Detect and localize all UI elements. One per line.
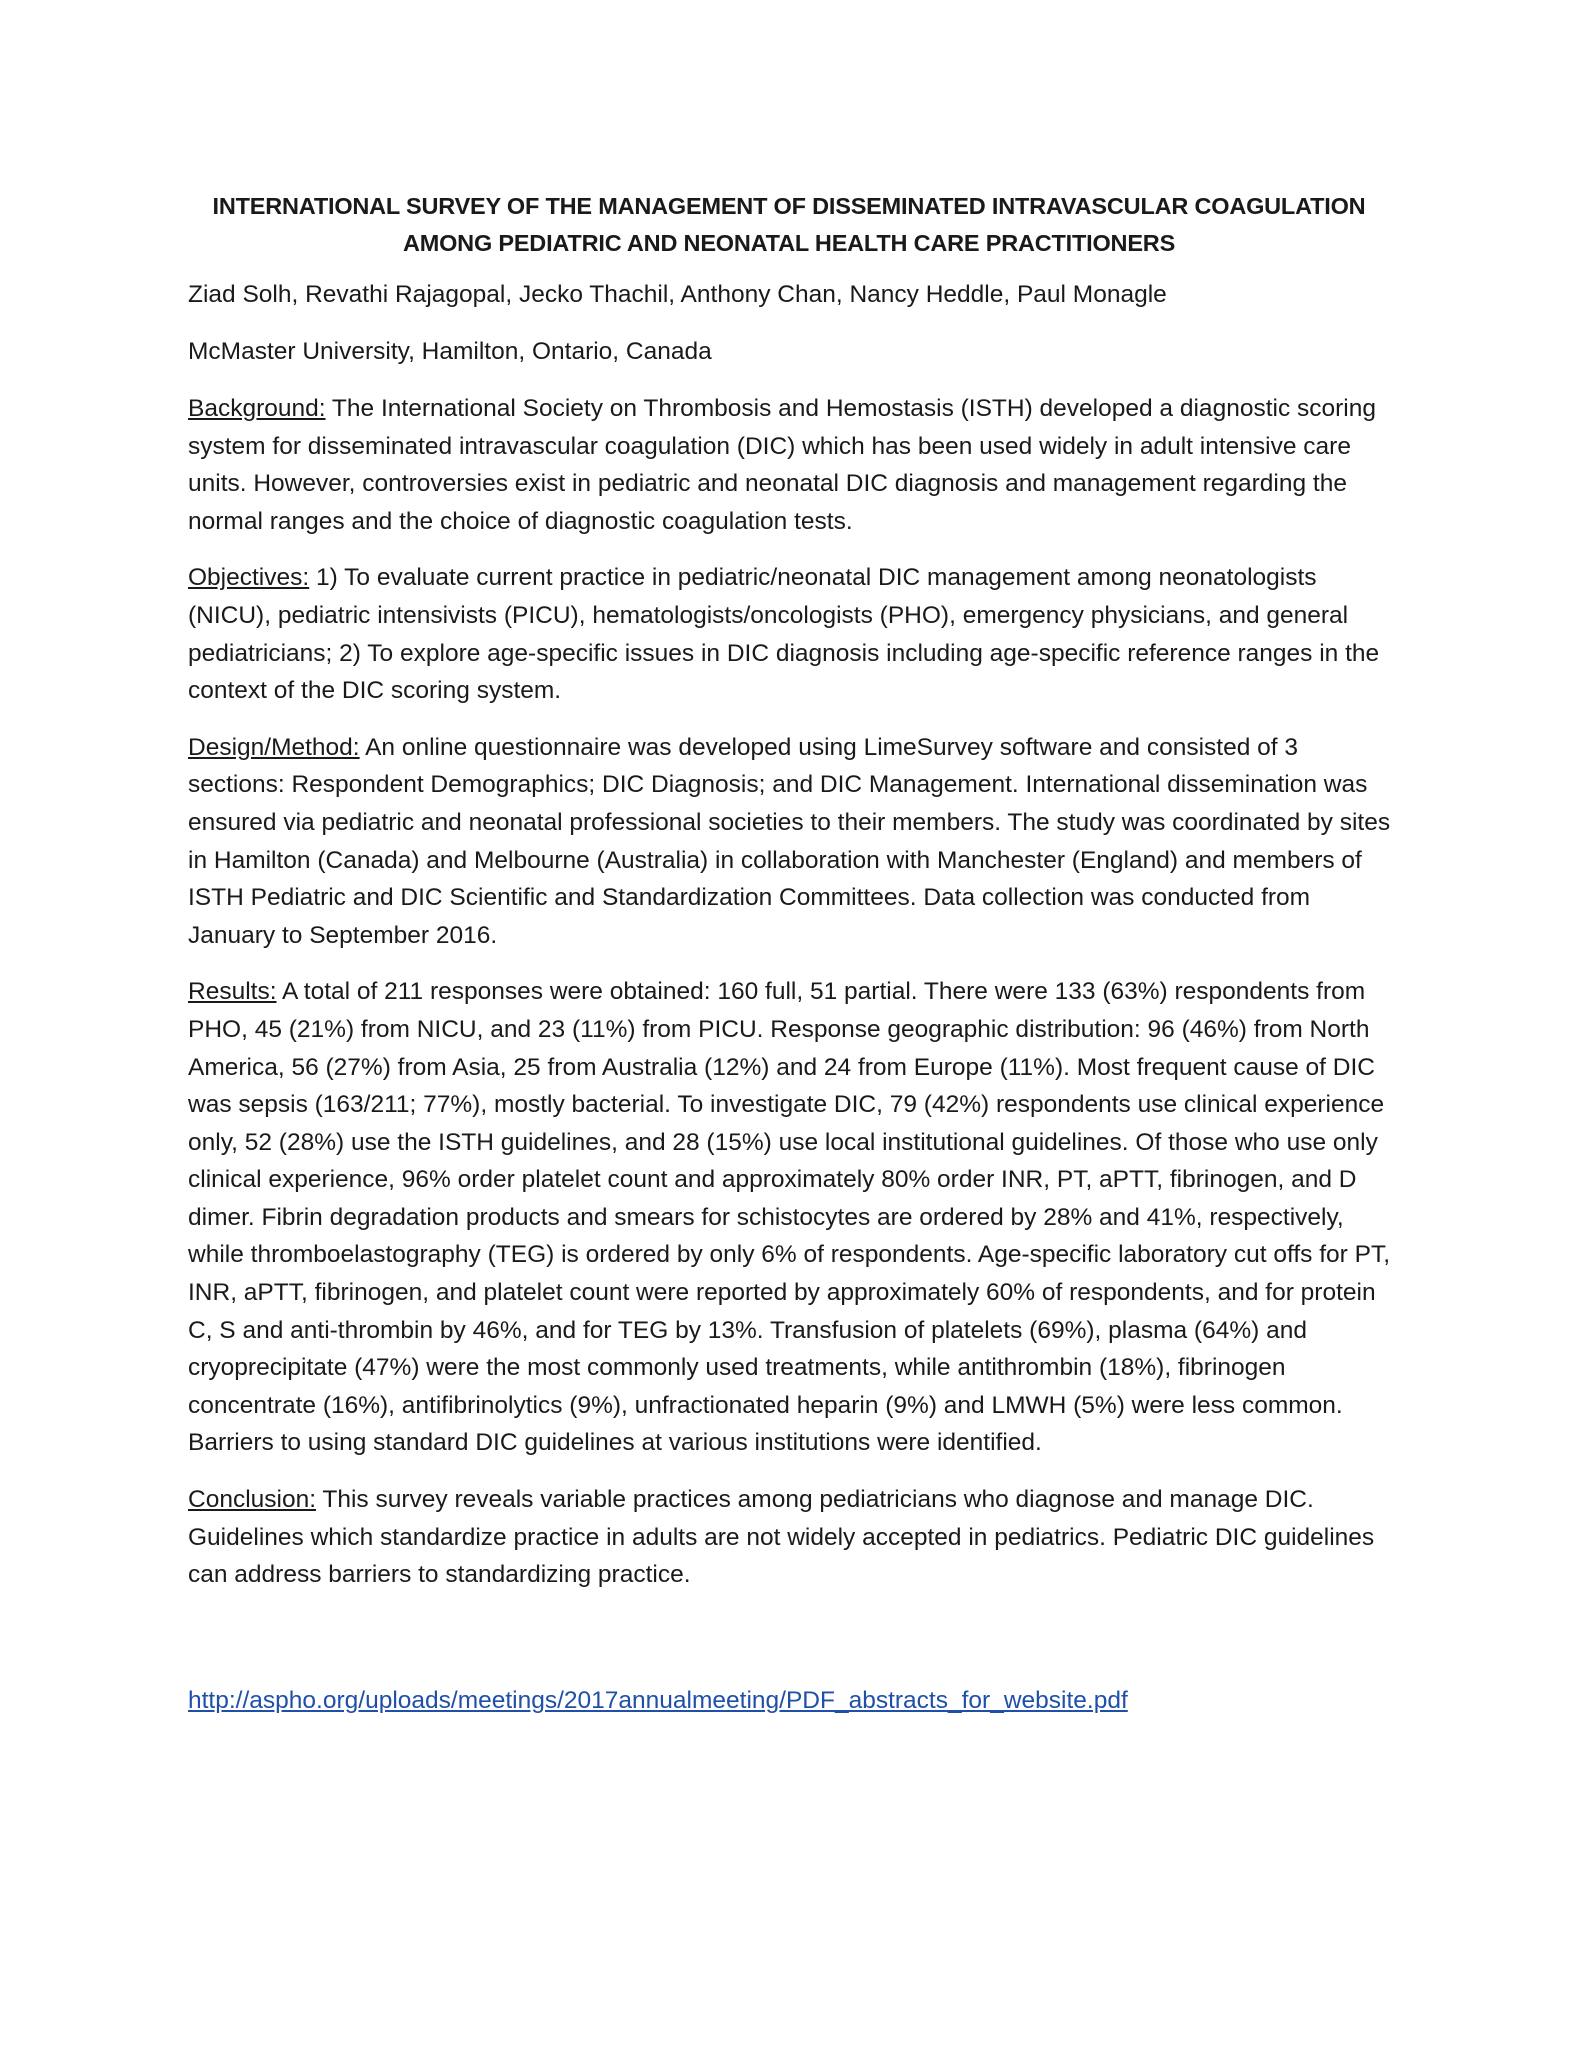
results-heading: Results: (188, 978, 277, 1006)
title-line-2: AMONG PEDIATRIC AND NEONATAL HEALTH CARE PRACTITIONERS (402, 230, 1176, 256)
background-section (188, 390, 1398, 540)
design-method-section (188, 729, 1398, 955)
design-method-text: An online questionnaire was developed using LimeSurvey software and consisted of 3 sections: Respondent Demographics; DIC Diagnosis; and DIC Management. International dissemination was ensured via pediatric and neonatal professional societies to their members. The study was coordinated by sites in Hamilton (Canada) and Melbourne (Australia) in collaboration with Manchester (England) and members of ISTH Pediatric and DIC Scientific and Standardization Committees. Data collection was conducted from January to September 2016. (188, 733, 1391, 949)
abstract-title (182, 188, 1396, 262)
conclusion-heading: Conclusion: (188, 1486, 317, 1514)
design-method-heading: Design/Method: (188, 733, 360, 761)
objectives-section (188, 559, 1398, 709)
conclusion-text: This survey reveals variable practices among pediatricians who diagnose and manage DIC. Guidelines which standardize practice in adults are not widely accepted in pediatrics. Pediatric DIC guidelines can address barriers to standardizing practice. (188, 1486, 1375, 1589)
author-list: Ziad Solh, Revathi Rajagopal, Jecko Thachil, Anthony Chan, Nancy Heddle, Paul Monagle (188, 281, 1167, 308)
abstract-page (188, 188, 1398, 1719)
source-link[interactable]: http://aspho.org/uploads/meetings/2017annualmeeting/PDF_abstracts_for_website.pdf (188, 1686, 1128, 1714)
title-line-1: INTERNATIONAL SURVEY OF THE MANAGEMENT OF DISSEMINATED INTRAVASCULAR COAGULATION (212, 193, 1366, 219)
conclusion-section (188, 1481, 1398, 1594)
background-text: The International Society on Thrombosis and Hemostasis (ISTH) developed a diagnostic scoring system for disseminated intravascular coagulation (DIC) which has been used widely in adult intensive care units. However, controversies exist in pediatric and neonatal DIC diagnosis and management regarding the normal ranges and the choice of diagnostic coagulation tests. (188, 395, 1376, 535)
background-heading: Background: (188, 395, 326, 422)
affiliation: McMaster University, Hamilton, Ontario, Canada (188, 338, 712, 365)
results-section (188, 973, 1398, 1462)
objectives-heading: Objectives: (188, 564, 310, 592)
source-link-container (188, 1682, 1398, 1719)
objectives-text: 1) To evaluate current practice in pediatric/neonatal DIC management among neonatologists (NICU), pediatric intensivists (PICU), hematologists/oncologists (PHO), emergency physicians, and general pediatricians; 2) To explore age-specific issues in DIC diagnosis including age-specific reference ranges in the context of the DIC scoring system. (188, 564, 1380, 705)
results-text: A total of 211 responses were obtained: 160 full, 51 partial. There were 133 (63%) respondents from PHO, 45 (21%) from NICU, and 23 (11%) from PICU. Response geographic distribution: 96 (46%) from North America, 56 (27%) from Asia, 25 from Australia (12%) and 24 from Europe (11%). Most frequent cause of DIC was sepsis (163/211; 77%), mostly bacterial. To investigate DIC, 79 (42%) respondents use clinical experience only, 52 (28%) use the ISTH guidelines, and 28 (15%) use local institutional guidelines. Of those who use only clinical experience, 96% order platelet count and approximately 80% order INR, PT, aPTT, fibrinogen, and D dimer. Fibrin degradation products and smears for schistocytes are ordered by 28% and 41%, respectively, while thromboelastography (TEG) is ordered by only 6% of respondents. Age-specific laboratory cut offs for PT, INR, aPTT, fibrinogen, and platelet count were reported by approximately 60% of respondents, and for protein C, S and anti-thrombin by 46%, and for TEG by 13%. Transfusion of platelets (69%), plasma (64%) and cryoprecipitate (47%) were the most commonly used treatments, while antithrombin (18%), fibrinogen concentrate (16%), antifibrinolytics (9%), unfractionated heparin (9%) and LMWH (5%) were less common. Barriers to using standard DIC guidelines at various institutions were identified. (188, 978, 1390, 1457)
